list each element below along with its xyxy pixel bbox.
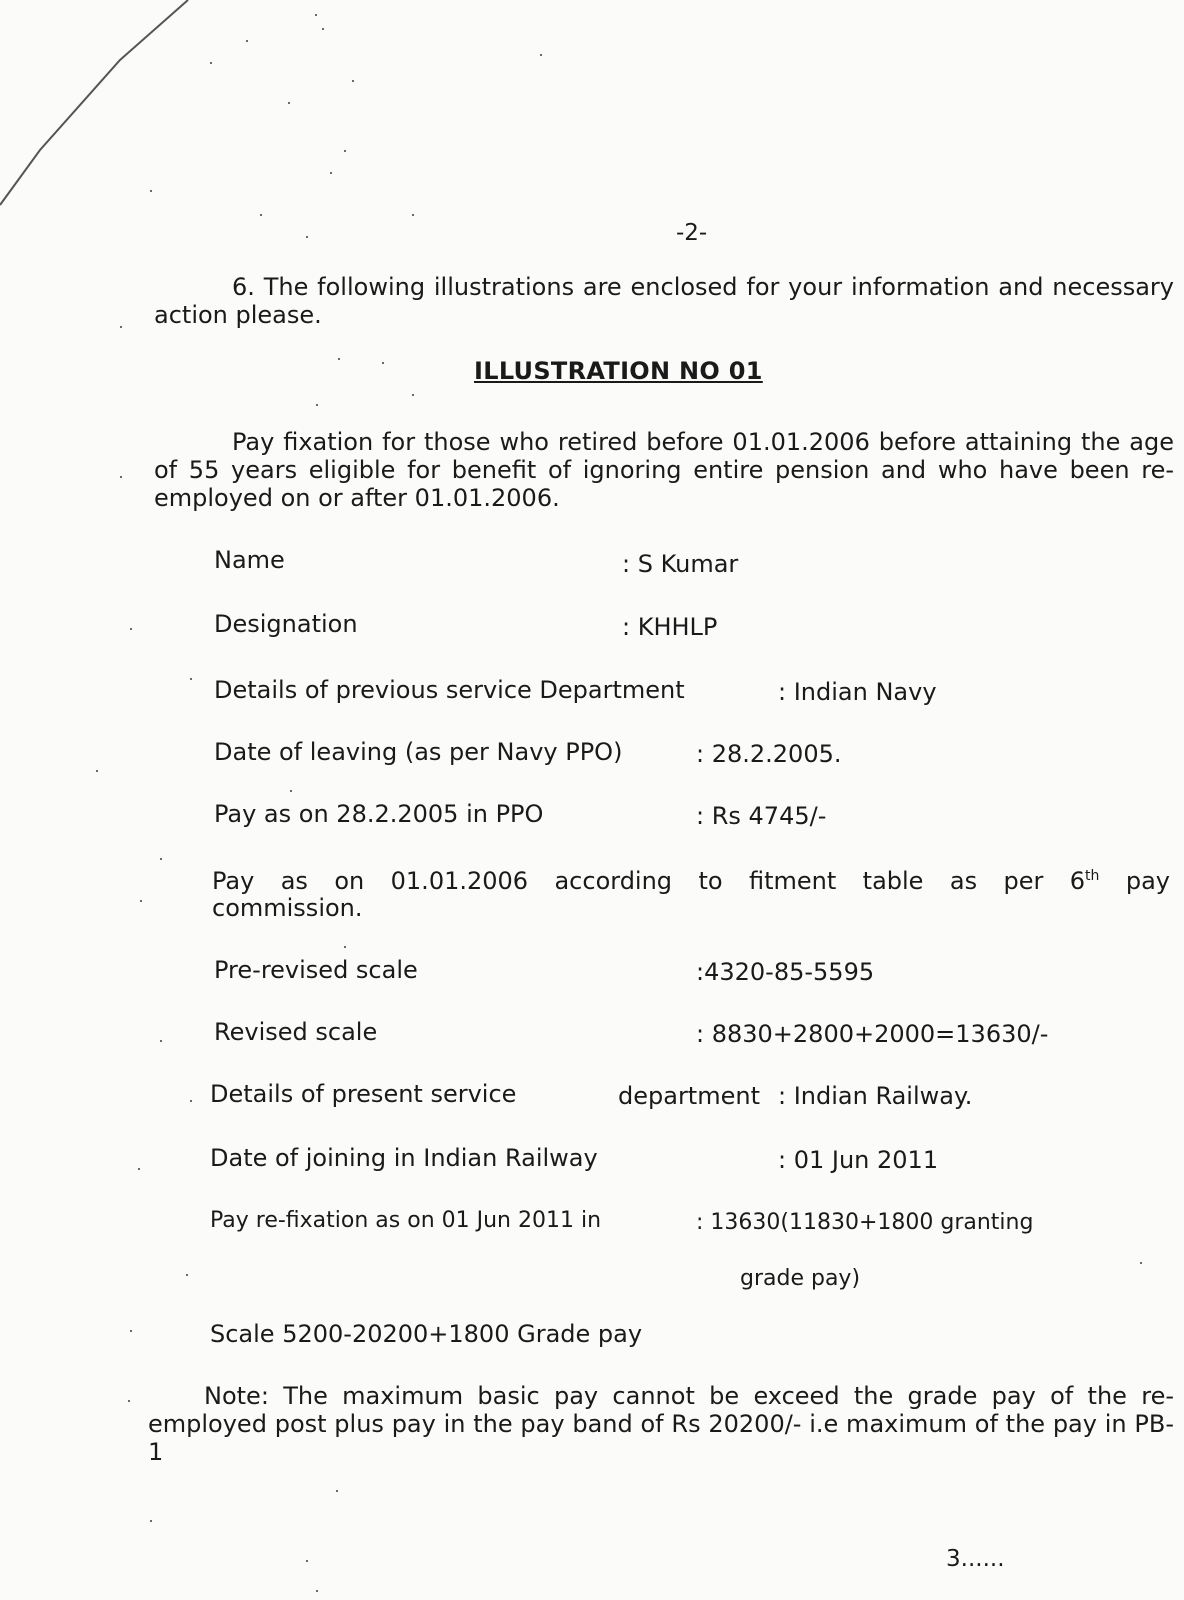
scale-line: Scale 5200-20200+1800 Grade pay xyxy=(210,1320,643,1348)
previous-service-label: Details of previous service Department xyxy=(214,676,685,704)
pay-ppo-label: Pay as on 28.2.2005 in PPO xyxy=(214,800,544,828)
refixation-label: Pay re-fixation as on 01 Jun 2011 in xyxy=(210,1208,602,1233)
page-number: -2- xyxy=(676,220,708,246)
fitment-superscript: th xyxy=(1085,868,1100,884)
pay-ppo-value: : Rs 4745/- xyxy=(696,802,827,830)
paragraph-6-text: 6. The following illustrations are enclosed for your information and necessary action please. xyxy=(154,273,1174,329)
designation-label: Designation xyxy=(214,610,358,638)
intro-text: Pay fixation for those who retired before 01.01.2006 before attaining the age of 55 years eligible for benefit of ignoring entire pension and who have been re-employed on or after 01.01.2006. xyxy=(154,428,1174,512)
name-label: Name xyxy=(214,546,285,574)
date-of-leaving-value: : 28.2.2005. xyxy=(696,740,842,768)
continued-marker: 3...... xyxy=(946,1546,1005,1572)
revised-scale-value: : 8830+2800+2000=13630/- xyxy=(696,1020,1049,1048)
fitment-line xyxy=(212,861,1170,896)
present-service-label: Details of present service xyxy=(210,1080,517,1108)
refixation-value-2: grade pay) xyxy=(740,1266,861,1291)
refixation-value: : 13630(11830+1800 granting xyxy=(696,1210,1034,1235)
fitment-line-2: commission. xyxy=(212,894,363,922)
date-of-leaving-label: Date of leaving (as per Navy PPO) xyxy=(214,738,623,766)
present-service-department: department xyxy=(618,1082,760,1110)
pre-revised-label: Pre-revised scale xyxy=(214,956,418,984)
revised-scale-label: Revised scale xyxy=(214,1018,378,1046)
joining-label: Date of joining in Indian Railway xyxy=(210,1144,598,1172)
illustration-heading: ILLUSTRATION NO 01 xyxy=(474,357,763,385)
intro-paragraph xyxy=(154,428,1174,512)
designation-value: : KHHLP xyxy=(622,613,718,641)
present-service-value: : Indian Railway. xyxy=(778,1082,973,1110)
fitment-end: pay xyxy=(1125,867,1170,895)
previous-service-value: : Indian Navy xyxy=(778,678,937,706)
fitment-text: Pay as on 01.01.2006 according to fitment table as per 6 xyxy=(212,867,1086,895)
name-value: : S Kumar xyxy=(622,550,739,578)
paragraph-6 xyxy=(154,273,1174,329)
note-text: Note: The maximum basic pay cannot be exceed the grade pay of the re-employed post plus pay in the pay band of Rs 20200/- i.e maximum of the pay in PB-1 xyxy=(148,1382,1174,1466)
note-paragraph xyxy=(148,1382,1174,1466)
joining-value: : 01 Jun 2011 xyxy=(778,1146,939,1174)
pre-revised-value: :4320-85-5595 xyxy=(696,958,875,986)
